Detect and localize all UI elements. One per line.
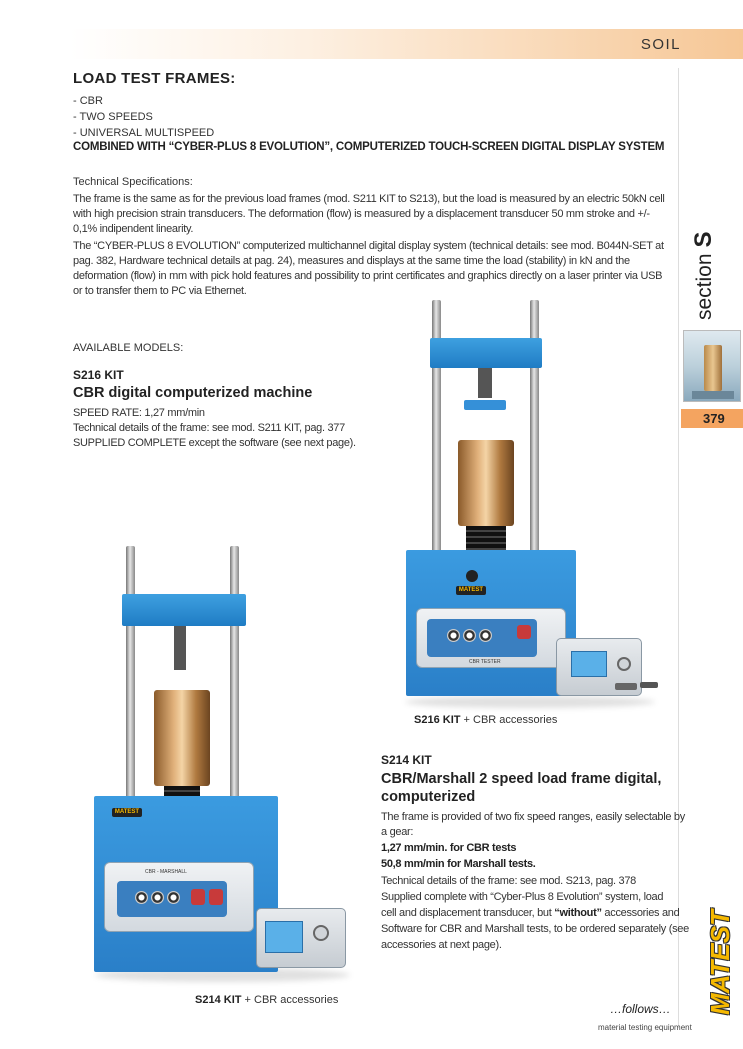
s214-supply-line: accessories at next page). bbox=[381, 939, 502, 951]
s214-supply-line: Supplied complete with “Cyber-Plus 8 Evolution” system, load bbox=[381, 891, 664, 903]
section-label bbox=[690, 231, 718, 320]
footer-tagline: material testing equipment bbox=[598, 1023, 692, 1032]
s214-supply-line: Software for CBR and Marshall tests, to be ordered separately (see bbox=[381, 923, 689, 935]
combined-with-heading: COMBINED WITH “CYBER-PLUS 8 EVOLUTION”, COMPUTERIZED TOUCH-SCREEN DIGITAL DISPLAY SYSTEM bbox=[73, 141, 665, 153]
section-title: SOIL bbox=[640, 36, 681, 53]
page-number: 379 bbox=[703, 411, 725, 426]
s214-machine-image bbox=[90, 544, 355, 988]
s216-frame-details: Technical details of the frame: see mod. S211 KIT, pag. 377 bbox=[73, 422, 345, 434]
s214-desc-line: a gear: bbox=[381, 826, 414, 838]
section-letter: S bbox=[690, 231, 717, 248]
s216-caption-rest: + CBR accessories bbox=[460, 714, 558, 726]
s214-caption bbox=[195, 994, 338, 1006]
s216-code: S216 KIT bbox=[73, 368, 124, 382]
sidebar-divider bbox=[678, 68, 679, 1028]
list-item: - CBR bbox=[73, 95, 103, 107]
s214-title-line-1: CBR/Marshall 2 speed load frame digital, bbox=[381, 771, 662, 787]
list-item: - UNIVERSAL MULTISPEED bbox=[73, 127, 215, 139]
frame-type-list bbox=[73, 93, 214, 141]
s216-caption bbox=[414, 714, 557, 726]
s214-frame-details: Technical details of the frame: see mod. S213, pag. 378 bbox=[381, 875, 636, 887]
list-item: - TWO SPEEDS bbox=[73, 111, 153, 123]
section-word: section bbox=[693, 253, 716, 320]
spec-paragraph-1: The frame is the same as for the previous load frames (mod. S211 KIT to S213), but the load is measured by an electric 50kN cell with high precision strain transducers. The deformation (flow) is measured by a displacement transducer 50 mm stroke and +/- 0,1% indipendent linearity. bbox=[73, 193, 665, 235]
s214-code: S214 KIT bbox=[381, 753, 432, 767]
page-heading: LOAD TEST FRAMES: bbox=[73, 70, 236, 87]
s216-panel-label: CBR TESTER bbox=[469, 659, 501, 665]
s216-speed: SPEED RATE: 1,27 mm/min bbox=[73, 407, 205, 419]
s214-supply-text: cell and displacement transducer, but bbox=[381, 907, 555, 919]
s216-title: CBR digital computerized machine bbox=[73, 385, 313, 401]
s214-desc-line: The frame is provided of two fix speed ranges, easily selectable by bbox=[381, 811, 685, 823]
section-thumbnail-image bbox=[683, 330, 741, 402]
spec-title: Technical Specifications: bbox=[73, 176, 193, 188]
s214-speed-marshall: 50,8 mm/min for Marshall tests. bbox=[381, 858, 536, 870]
s214-panel-label: CBR - MARSHALL bbox=[145, 869, 187, 875]
s214-without-emphasis: “without” bbox=[554, 907, 602, 919]
matest-logo: MATEST bbox=[705, 910, 735, 1015]
s214-speed-cbr: 1,27 mm/min. for CBR tests bbox=[381, 842, 517, 854]
s216-caption-code: S216 KIT bbox=[414, 714, 461, 726]
s216-machine-image bbox=[400, 298, 660, 710]
available-models-heading: AVAILABLE MODELS: bbox=[73, 342, 184, 354]
s214-title-line-2: computerized bbox=[381, 789, 476, 805]
s214-supply-line bbox=[381, 906, 679, 921]
s214-caption-rest: + CBR accessories bbox=[241, 994, 339, 1006]
s216-supply-note: SUPPLIED COMPLETE except the software (see next page). bbox=[73, 437, 356, 449]
follows-note: …follows… bbox=[610, 1002, 671, 1016]
s214-supply-text: accessories and bbox=[601, 907, 680, 919]
s216-badge: MATEST bbox=[456, 586, 486, 595]
s214-badge: MATEST bbox=[112, 808, 142, 817]
spec-paragraph-2: The “CYBER-PLUS 8 EVOLUTION” computerized multichannel digital display system (technical details: see mod. B044N-SET at pag. 382, Hardware technical details at pag. 24), measures and displays at the same time the load (stability) in kN and the deformation (flow) in mm with pick hold features and possibility to print certificates and graphics directly on a laser printer via USB or to transfer them to PC via Ethernet. bbox=[73, 240, 664, 297]
s214-caption-code: S214 KIT bbox=[195, 994, 242, 1006]
